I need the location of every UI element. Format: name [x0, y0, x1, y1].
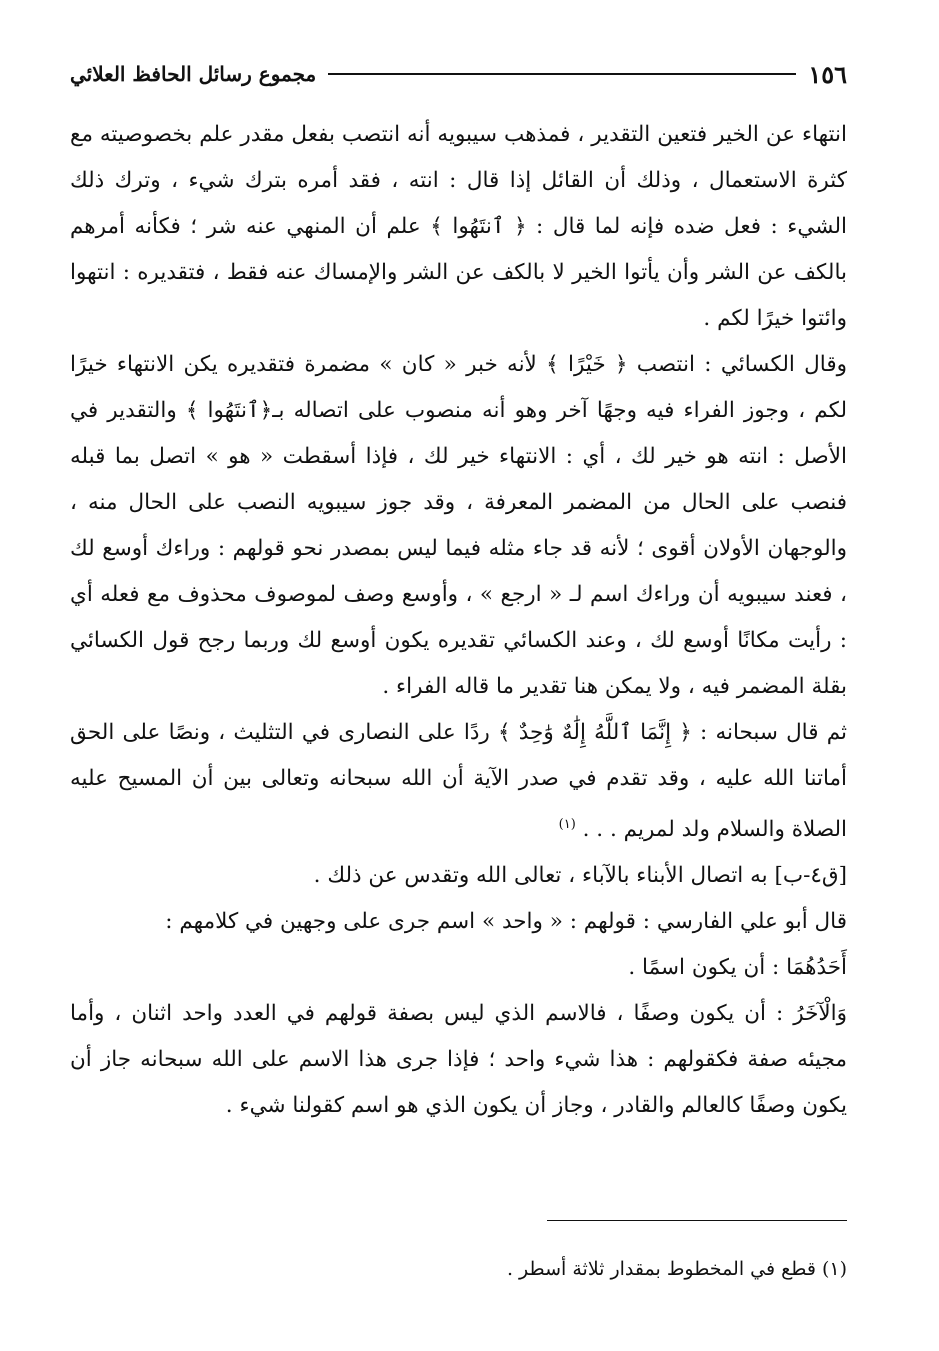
paragraph: [ق٤-ب] به اتصال الأبناء بالآباء ، تعالى الله وتقدس عن ذلك . — [313, 863, 847, 889]
main-text — [70, 112, 847, 1129]
book-page — [70, 56, 847, 1351]
paragraph — [70, 710, 847, 853]
paragraph: أَحَدُهُمَا : أن يكون اسمًا . — [628, 955, 847, 981]
header-rule — [328, 73, 796, 75]
paragraph: وقال الكسائي : انتصب ﴿ خَيْرًا ﴾ لأنه خبر « كان » مضمرة فتقديره يكن الانتهاء خيرًا لكم ، وجوز الفراء فيه وجهًا آخر وهو أنه منصوب على اتصاله بـ﴿ٱنتَهُوا ﴾ والتقدير في الأصل : انته هو خير لك ، أي : الانتهاء خير لك ، فإذا أسقطت « هو » اتصل بما قبله فنصب على الحال من المضمر المعرفة ، وقد جوز سيبويه النصب على الحال منه ، والوجهان الأولان أقوى ؛ لأنه قد جاء مثله فيما ليس بمصدر نحو قولهم : وراءك أوسع لك ، فعند سيبويه أن وراءك اسم لـ « ارجع » ، وأوسع وصف لموصوف محذوف مع فعله أي : رأيت مكانًا أوسع لك ، وعند الكسائي تقديره يكون أوسع لك وربما رجح قول الكسائي بقلة المضمر فيه ، ولا يمكن هنا تقدير ما قاله الفراء . — [70, 352, 847, 699]
running-title: مجموع رسائل الحافظ العلائي — [70, 62, 317, 86]
paragraph-text: ثم قال سبحانه : ﴿ إِنَّمَا ٱللَّهُ إِلَٰهٌ وَٰحِدٌ ﴾ ردًا على النصارى في التثليث ، ونصًا على الحق أماتنا الله عليه ، وقد تقدم في صدر الآية أن الله سبحانه وتعالى بين أن المسيح عليه الصلاة والسلام ولد لمريم . . . — [70, 720, 847, 843]
page-header — [70, 56, 847, 92]
footnote-rule — [547, 1220, 847, 1221]
footnote: (١) قطع في المخطوط بمقدار ثلاثة أسطر . — [506, 1258, 847, 1280]
footnote-marker: (١) — [558, 817, 576, 832]
paragraph: وَالْآخَرُ : أن يكون وصفًا ، فالاسم الذي ليس بصفة قولهم في العدد واحد اثنان ، وأما مجيئه صفة فكقولهم : هذا شيء واحد ؛ فإذا جرى هذا الاسم على الله سبحانه جاز أن يكون وصفًا كالعالم والقادر ، وجاز أن يكون الذي هو اسم كقولنا شيء . — [70, 1001, 847, 1119]
page-number: ١٥٦ — [808, 59, 847, 89]
paragraph: قال أبو علي الفارسي : قولهم : « واحد » اسم جرى على وجهين في كلامهم : — [165, 909, 847, 935]
paragraph: انتهاء عن الخير فتعين التقدير ، فمذهب سيبويه أنه انتصب بفعل مقدر علم بخصوصيته مع كثرة الاستعمال ، وذلك أن القائل إذا قال : انته ، فقد أمره بترك شيء ، وترك ذلك الشيء : فعل ضده فإنه لما قال : ﴿ ٱنتَهُوا ﴾ علم أن المنهي عنه شر ؛ فكأنه أمرهم بالكف عن الشر وأن يأتوا الخير لا بالكف عن الشر والإمساك عنه فقط ، فتقديره : انتهوا وائتوا خيرًا لكم . — [70, 122, 847, 331]
